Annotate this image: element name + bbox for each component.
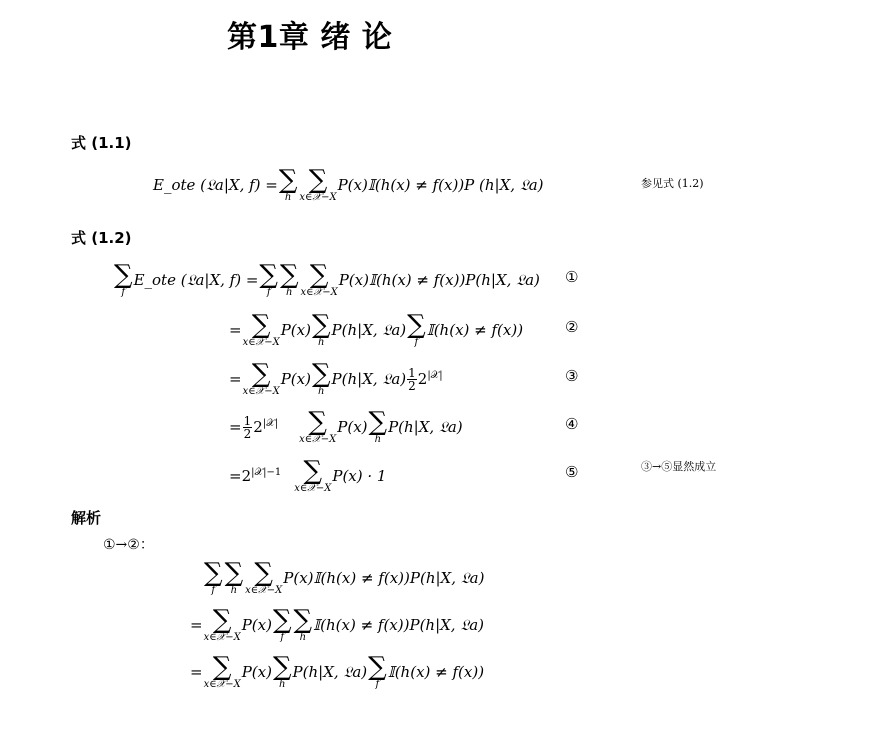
eq12-mark-2: ② <box>565 318 579 336</box>
eq12-row-1 <box>113 262 540 298</box>
eq11-note: 参见式 (1.2) <box>641 177 704 190</box>
eq12-heading: 式 (1.2) <box>71 229 132 247</box>
eq11-rhs: P(x)𝕀(h(x) ≠ f(x))P (h|X, 𝔏a) <box>337 176 544 194</box>
eq11-heading: 式 (1.1) <box>71 134 132 152</box>
sum-symbol: ∑ h <box>311 359 331 397</box>
eq12-row-1-body: P(x)𝕀(h(x) ≠ f(x))P(h|X, 𝔏a) <box>338 271 540 289</box>
power: $2^{|𝒳|-1}$ <box>241 467 282 485</box>
term: P(x) · 1 <box>332 467 387 485</box>
sum-symbol: ∑ f <box>259 260 278 298</box>
power: $2^{|𝒳|}$ <box>253 418 279 436</box>
term: P(x) <box>337 418 368 436</box>
sum-symbol: ∑ x∈𝒳−X <box>242 359 280 397</box>
eq12-mark-1: ① <box>565 268 579 286</box>
analysis-heading: 解析 <box>71 509 102 527</box>
term: P(x) <box>280 370 311 388</box>
sum-symbol: ∑ x∈𝒳−X <box>299 165 337 203</box>
eq12-row-5 <box>229 458 386 494</box>
sum-symbol: ∑ x∈𝒳−X <box>203 652 241 690</box>
sum-symbol: ∑ h <box>293 605 313 643</box>
chapter-title: 第1章 绪 论 <box>227 20 393 55</box>
sum-symbol: ∑ f <box>114 260 133 298</box>
sum-symbol: ∑ h <box>224 558 244 596</box>
sum-symbol: ∑ x∈𝒳−X <box>242 310 280 348</box>
sum-symbol: ∑ x∈𝒳−X <box>299 407 337 445</box>
sum-symbol: ∑ f <box>407 310 426 348</box>
equals-sign: = <box>190 616 203 634</box>
sum-symbol: ∑ x∈𝒳−X <box>203 605 241 643</box>
sum-symbol: ∑ x∈𝒳−X <box>300 260 338 298</box>
equals-sign: = <box>229 418 242 436</box>
equals-sign: = <box>229 467 242 485</box>
sum-symbol: ∑ h <box>279 260 299 298</box>
equals-sign: = <box>229 321 242 339</box>
term: P(x)𝕀(h(x) ≠ f(x))P(h|X, 𝔏a) <box>283 569 485 587</box>
sum-symbol: ∑ h <box>368 407 388 445</box>
analysis-step: ①→②： <box>103 537 154 553</box>
equals-sign: = <box>229 370 242 388</box>
term: P(h|X, 𝔏a) <box>388 418 463 436</box>
analysis-line-2 <box>190 607 484 643</box>
eq12-lhs: E_ote (𝔏a|X, f) = <box>133 271 259 289</box>
sum-symbol: ∑ h <box>311 310 331 348</box>
eq12-mark-5: ⑤ <box>565 463 579 481</box>
term: P(h|X, 𝔏a) <box>331 321 407 339</box>
term: P(h|X, 𝔏a) <box>292 663 368 681</box>
equals-sign: = <box>190 663 203 681</box>
analysis-line-1 <box>203 560 484 596</box>
sum-symbol: ∑ f <box>204 558 223 596</box>
sum-symbol: ∑ x∈𝒳−X <box>245 558 283 596</box>
term: P(h|X, 𝔏a) <box>331 370 407 388</box>
fraction: $\frac{1}{2}$ <box>408 365 416 393</box>
term: 𝕀(h(x) ≠ f(x)) <box>387 663 485 681</box>
sum-symbol: ∑ h <box>278 165 298 203</box>
sum-symbol: ∑ f <box>368 652 387 690</box>
term: P(x) <box>280 321 311 339</box>
sum-symbol: ∑ f <box>272 605 292 643</box>
eq12-row-3 <box>229 361 443 397</box>
eq12-mark-4: ④ <box>565 415 579 433</box>
term: P(x) <box>241 616 272 634</box>
analysis-line-3 <box>190 654 484 690</box>
eq11-lhs: E_ote (𝔏a|X, f) = <box>153 176 278 194</box>
sum-symbol: ∑ h <box>272 652 292 690</box>
term: 𝕀(h(x) ≠ f(x))P(h|X, 𝔏a) <box>313 616 485 634</box>
eq12-row-2 <box>229 312 523 348</box>
power: $2^{|𝒳|}$ <box>417 370 443 388</box>
term: 𝕀(h(x) ≠ f(x)) <box>426 321 524 339</box>
eq12-note: ③→⑤显然成立 <box>641 460 717 473</box>
sum-symbol: ∑ x∈𝒳−X <box>294 456 332 494</box>
eq12-row-4 <box>229 409 463 445</box>
eq11-formula <box>153 167 544 203</box>
eq12-mark-3: ③ <box>565 367 579 385</box>
term: P(x) <box>241 663 272 681</box>
fraction: $\frac{1}{2}$ <box>243 413 252 441</box>
